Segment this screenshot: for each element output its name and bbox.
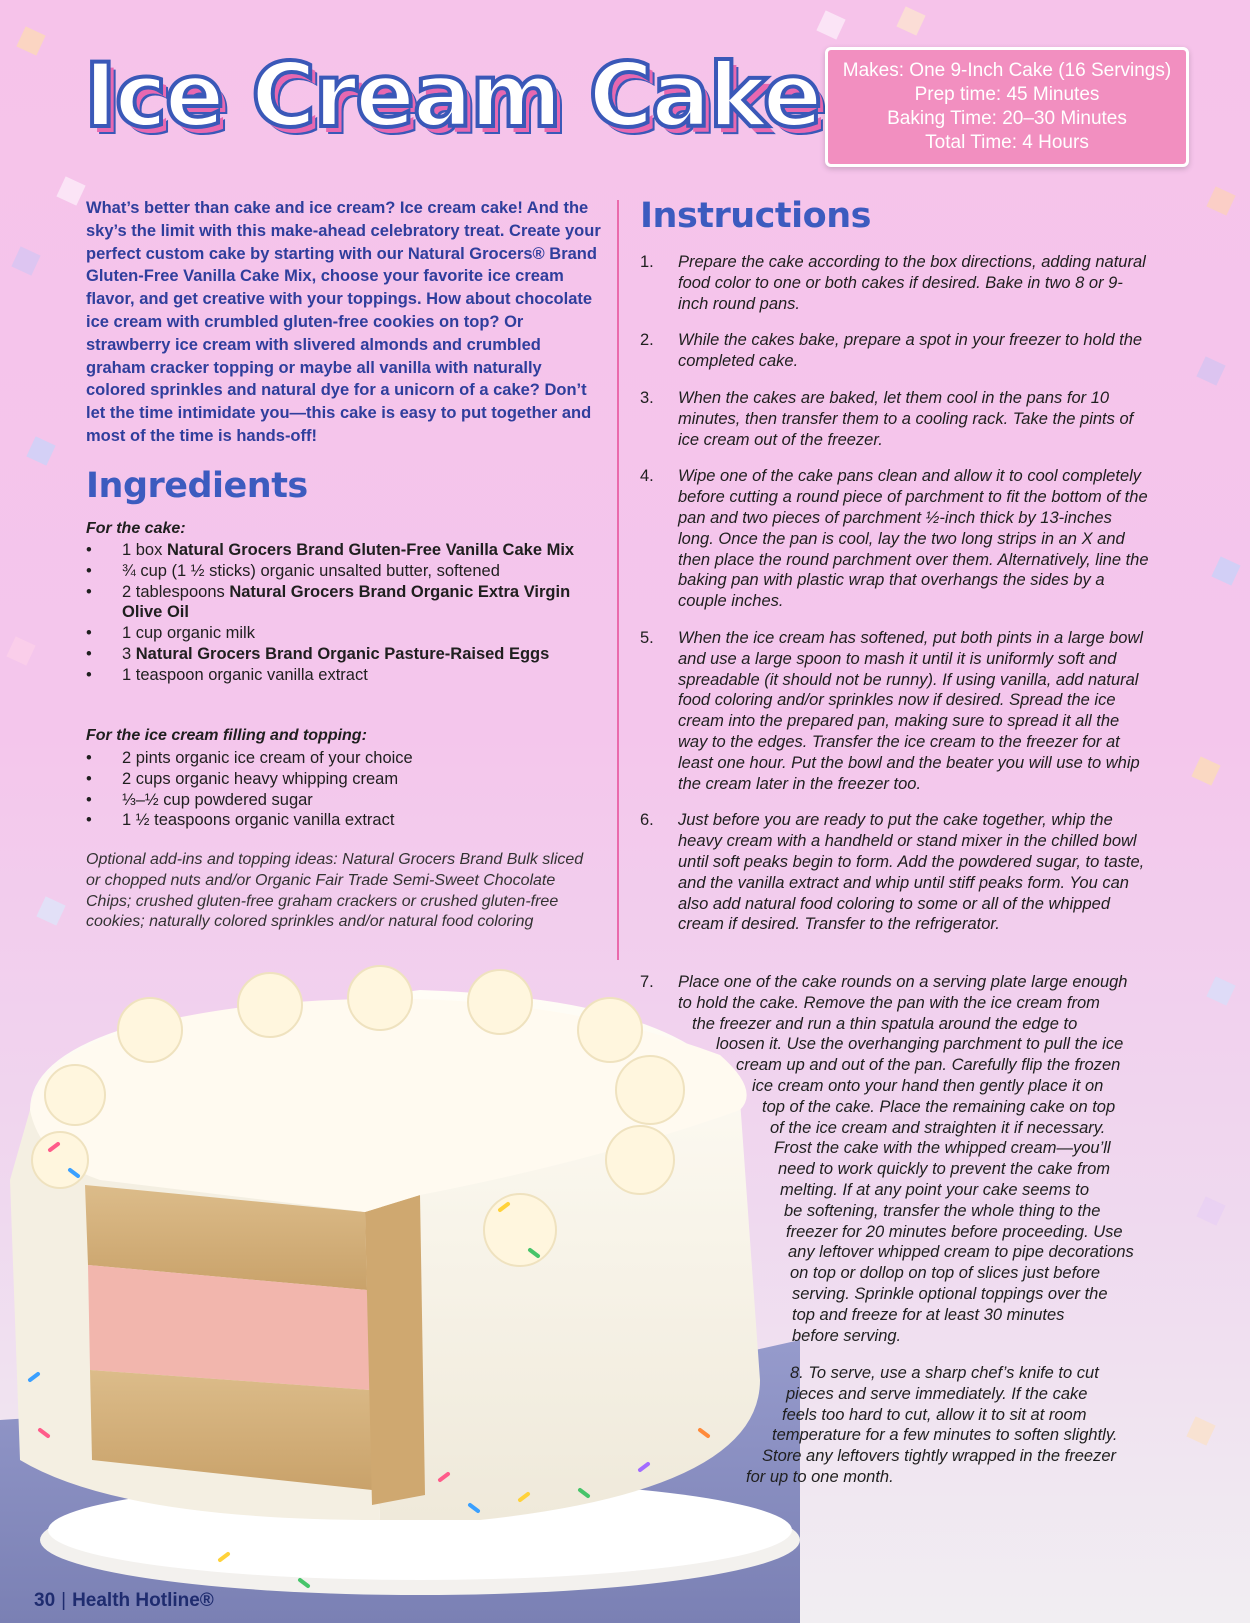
step-3: 3. When the cakes are baked, let them cool in the pans for 10 minutes, then transfer them to a cooling rack. Take the pints of ice cream out of the freezer. [640,388,1134,449]
info-makes: Makes: One 9-Inch Cake (16 Servings) [842,60,1172,81]
step-2: 2. While the cakes bake, prepare a spot in your freezer to hold the completed cake. [640,331,1143,371]
footer-separator: | [61,1590,67,1611]
intro-paragraph: What’s better than cake and ice cream? Ice cream cake! And the sky’s the limit with this make-ahead celebratory treat. Create your perfect custom cake by starting with our Natural Grocers® Brand Gluten-Free Vanilla Cake Mix, choose your favorite ice cream flavor, and get creative with your toppings. How about chocolate ice cream with crumbled gluten-free cookies on top? Or strawberry ice cream with slivered almonds and crumbled graham cracker topping or maybe all vanilla with naturally colored sprinkles and natural dye for a unicorn of a cake? Don’t let the time intimidate you—this cake is easy to put together and most of the time is hands-off! [86,199,601,445]
list-item: • 1 ½ teaspoons organic vanilla extract [86,810,586,831]
list-item: • ⅓–½ cup powdered sugar [86,790,586,811]
list-item: • 3 Natural Grocers Brand Organic Pasture-Raised Eggs [86,644,586,665]
list-item: • 2 cups organic heavy whipping cream [86,769,586,790]
instructions-heading: Instructions [640,196,871,236]
info-total-time: Total Time: 4 Hours [925,132,1089,153]
publication-name: Health Hotline® [72,1590,214,1611]
step-8: 8. To serve, use a sharp chef’s knife to cut pieces and serve immediately. If the cake feels too hard to cut, allow it to sit at room temperature for a few minutes to soften slightly. Store any leftovers tightly wrapped in the freezer for up to one month. [746,1364,1118,1486]
list-item: • 2 pints organic ice cream of your choice [86,748,586,769]
info-prep-time: Prep time: 45 Minutes [914,84,1100,105]
step-6: 6. Just before you are ready to put the cake together, whip the heavy cream with a handheld or stand mixer in the chilled bowl until soft peaks begin to form. Add the powdered sugar, to taste, and the vanilla extract and whip until stiff peaks form. You can also add natural food coloring to some or all of the whipped cream if desired. Transfer to the refrigerator. [640,811,1145,934]
list-item: • 2 tablespoons Natural Grocers Brand Organic Extra Virgin Olive Oil [86,582,586,624]
filling-ingredients-label: For the ice cream filling and topping: [86,727,367,744]
step-5: 5. When the ice cream has softened, put both pints in a large bowl and use a large spoon to mash it until it is uniformly soft and spreadable (it should not be runny). If using vanilla, add natural food coloring and/or sprinkles now if desired. Spread the ice cream into the prepared pan, making sure to spread it all the way to the edges. Transfer the ice cream to the freezer for at least one hour. Put the bowl and the beater you will use to whip the cream later in the freezer too. [640,628,1144,793]
page-number: 30 [34,1590,56,1611]
column-divider [617,200,619,960]
info-baking-time: Baking Time: 20–30 Minutes [887,108,1127,129]
recipe-info-box [825,47,1189,167]
list-item: • 1 cup organic milk [86,623,586,644]
step-1: 1. Prepare the cake according to the box directions, adding natural food color to one or both cakes if desired. Bake in two 8 or 9-inch round pans. [640,253,1146,313]
page-title: Ice Cream Cake [84,44,821,147]
filling-ingredients-list [86,748,586,831]
cake-ingredients-list [86,540,586,686]
step-4: 4. Wipe one of the cake pans clean and allow it to cool completely before cutting a round piece of parchment to fit the bottom of the pan and two pieces of parchment ½-inch thick by 13-inches long. Once the pan is cool, lay the two long strips in an X and then place the round parchment over them. Alternatively, line the baking pan with plastic wrap that overhangs the sides by a couple inches. [640,467,1149,611]
step-7-number: 7. [640,973,654,991]
list-item: • ¾ cup (1 ½ sticks) organic unsalted butter, softened [86,561,586,582]
cake-ingredients-label: For the cake: [86,520,186,537]
list-item: • 1 box Natural Grocers Brand Gluten-Free Vanilla Cake Mix [86,540,586,561]
optional-add-ins: Optional add-ins and topping ideas: Natural Grocers Brand Bulk sliced or chopped nuts and/or Organic Fair Trade Semi-Sweet Chocolate Chips; crushed gluten-free graham crackers or crushed gluten-free cookies; naturally colored sprinkles and/or natural food coloring [86,851,584,931]
ingredients-heading: Ingredients [86,466,308,506]
step-7: 7. Place one of the cake rounds on a serving plate large enough to hold the cake. Remove the pan with the ice cream from the freezer and run a thin spatula around the edge to loosen it. Use the overhanging parchment to pull the ice cream up and out of the pan. Carefully flip the frozen ice cream onto your hand then gently place it on top of the cake. Place the remaining cake on top of the ice cream and straighten it if necessary. Frost the cake with the whipped cream—you’ll need to work quickly to prevent the cake from melting. If at any point your cake seems to be softening, transfer the whole thing to the freezer for 20 minutes before proceeding. Use any leftover whipped cream to pipe decorations on top or dollop on top of slices just before serving. Sprinkle optional toppings over the top and freeze for at least 30 minutes before serving. [640,973,1134,1345]
list-item: • 1 teaspoon organic vanilla extract [86,665,586,686]
page-footer [34,1590,214,1612]
instruction-steps [640,252,1152,951]
